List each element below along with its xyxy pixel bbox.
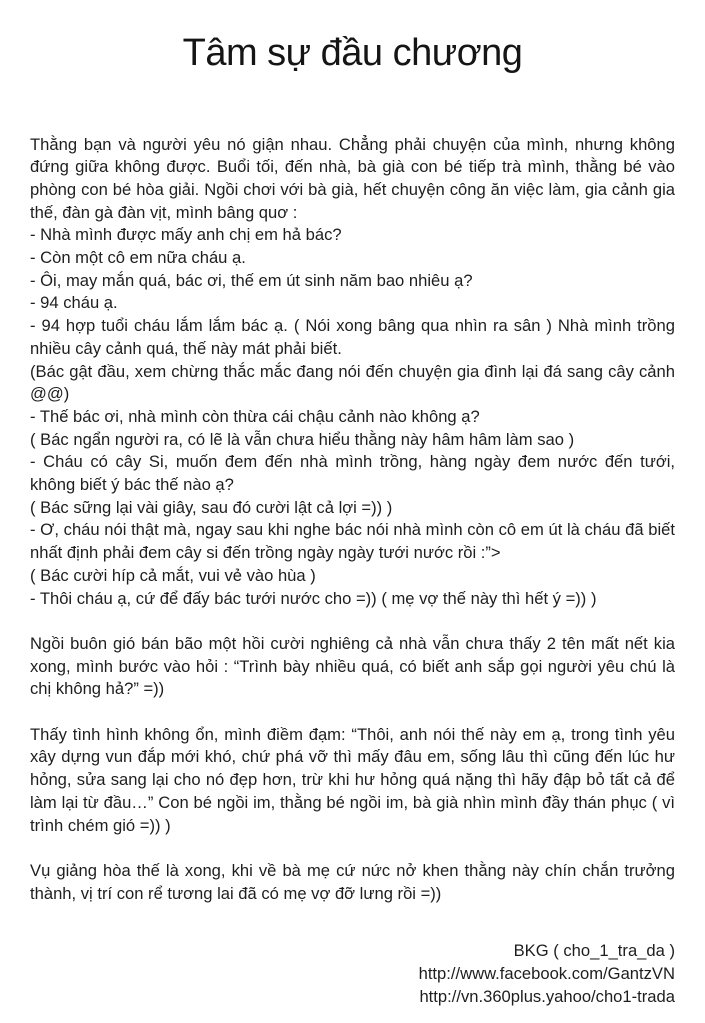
dialogue-line: - Còn một cô em nữa cháu ạ.: [30, 248, 246, 268]
body-paragraph: Ngồi buôn gió bán bão một hồi cười nghiêng cả nhà vẫn chưa thấy 2 tên mất nết kia xong, mình bước vào hỏi : “Trình bày nhiều quá, có biết anh sắp gọi người yêu chú là chị không hả?” =)): [30, 633, 675, 699]
aside-line: ( Bác sững lại vài giây, sau đó cười lật cả lợi =)) ): [30, 497, 393, 517]
credits-author: BKG ( cho_1_tra_da ): [513, 941, 675, 961]
dialogue-line: - Ôi, may mắn quá, bác ơi, thế em út sinh năm bao nhiêu ạ?: [30, 270, 473, 290]
dialogue-line: - Ơ, cháu nói thật mà, ngay sau khi nghe bác nói nhà mình còn cô em út là cháu đã biết nhất định phải đem cây si đến trồng ngày ngày tưới nước rồi :”>: [30, 520, 675, 563]
credits-facebook-url: http://www.facebook.com/GantzVN: [418, 964, 675, 984]
aside-line: (Bác gật đầu, xem chừng thắc mắc đang nói đến chuyện gia đình lại đá sang cây cảnh @@): [30, 361, 675, 404]
body-paragraph-intro: Thằng bạn và người yêu nó giận nhau. Chẳng phải chuyện của mình, nhưng không đứng giữa không được. Buổi tối, đến nhà, bà già con bé tiếp trà mình, thằng bé vào phòng con bé hòa giải. Ngồi chơi với bà già, hết chuyện công ăn việc làm, gia cảnh gia thế, đàn gà đàn vịt, mình bâng quơ :: [30, 134, 675, 222]
credits-blog-url: http://vn.360plus.yahoo/cho1-trada: [419, 986, 675, 1006]
dialogue-line: - 94 cháu ạ.: [30, 293, 118, 313]
page-title: Tâm sự đầu chương: [182, 32, 523, 74]
dialogue-line: - Nhà mình được mấy anh chị em hả bác?: [30, 225, 342, 245]
body-paragraph: Vụ giảng hòa thế là xong, khi về bà mẹ cứ nức nở khen thằng này chín chắn trưởng thành, vị trí con rể tương lai đã có mẹ vợ đỡ lưng rồi =)): [30, 860, 675, 903]
dialogue-line: - Thôi cháu ạ, cứ để đấy bác tưới nước cho =)) ( mẹ vợ thế này thì hết ý =)) ): [30, 588, 597, 608]
aside-line: ( Bác cười híp cả mắt, vui vẻ vào hùa ): [30, 565, 316, 585]
dialogue-line: - Thế bác ơi, nhà mình còn thừa cái chậu cảnh nào không ạ?: [30, 406, 480, 426]
body-text: [30, 134, 675, 906]
dialogue-line: - 94 hợp tuổi cháu lắm lắm bác ạ. ( Nói xong bâng qua nhìn ra sân ) Nhà mình trồng nhiều cây cảnh quá, thế này mát phải biết.: [30, 316, 675, 358]
aside-line: ( Bác ngẩn người ra, có lẽ là vẫn chưa hiểu thằng này hâm hâm làm sao ): [30, 429, 575, 449]
credits-block: [30, 940, 675, 1008]
dialogue-line: - Cháu có cây Si, muốn đem đến nhà mình trồng, hàng ngày đem nước đến tưới, không biết ý bác thế nào ạ?: [30, 452, 675, 495]
body-paragraph: Thấy tình hình không ổn, mình điềm đạm: “Thôi, anh nói thế này em ạ, trong tình yêu xây dựng vun đắp mới khó, chứ phá vỡ thì mấy đâu em, sống lâu thì cũng đến lúc hư hỏng, sửa sang lại cho nó đẹp hơn, trừ khi hư hỏng quá nặng thì hãy đập bỏ tất cả để làm lại từ đầu…” Con bé ngồi im, thằng bé ngồi im, bà già nhìn mình đầy thán phục ( vì trình chém gió =)) ): [30, 724, 675, 835]
